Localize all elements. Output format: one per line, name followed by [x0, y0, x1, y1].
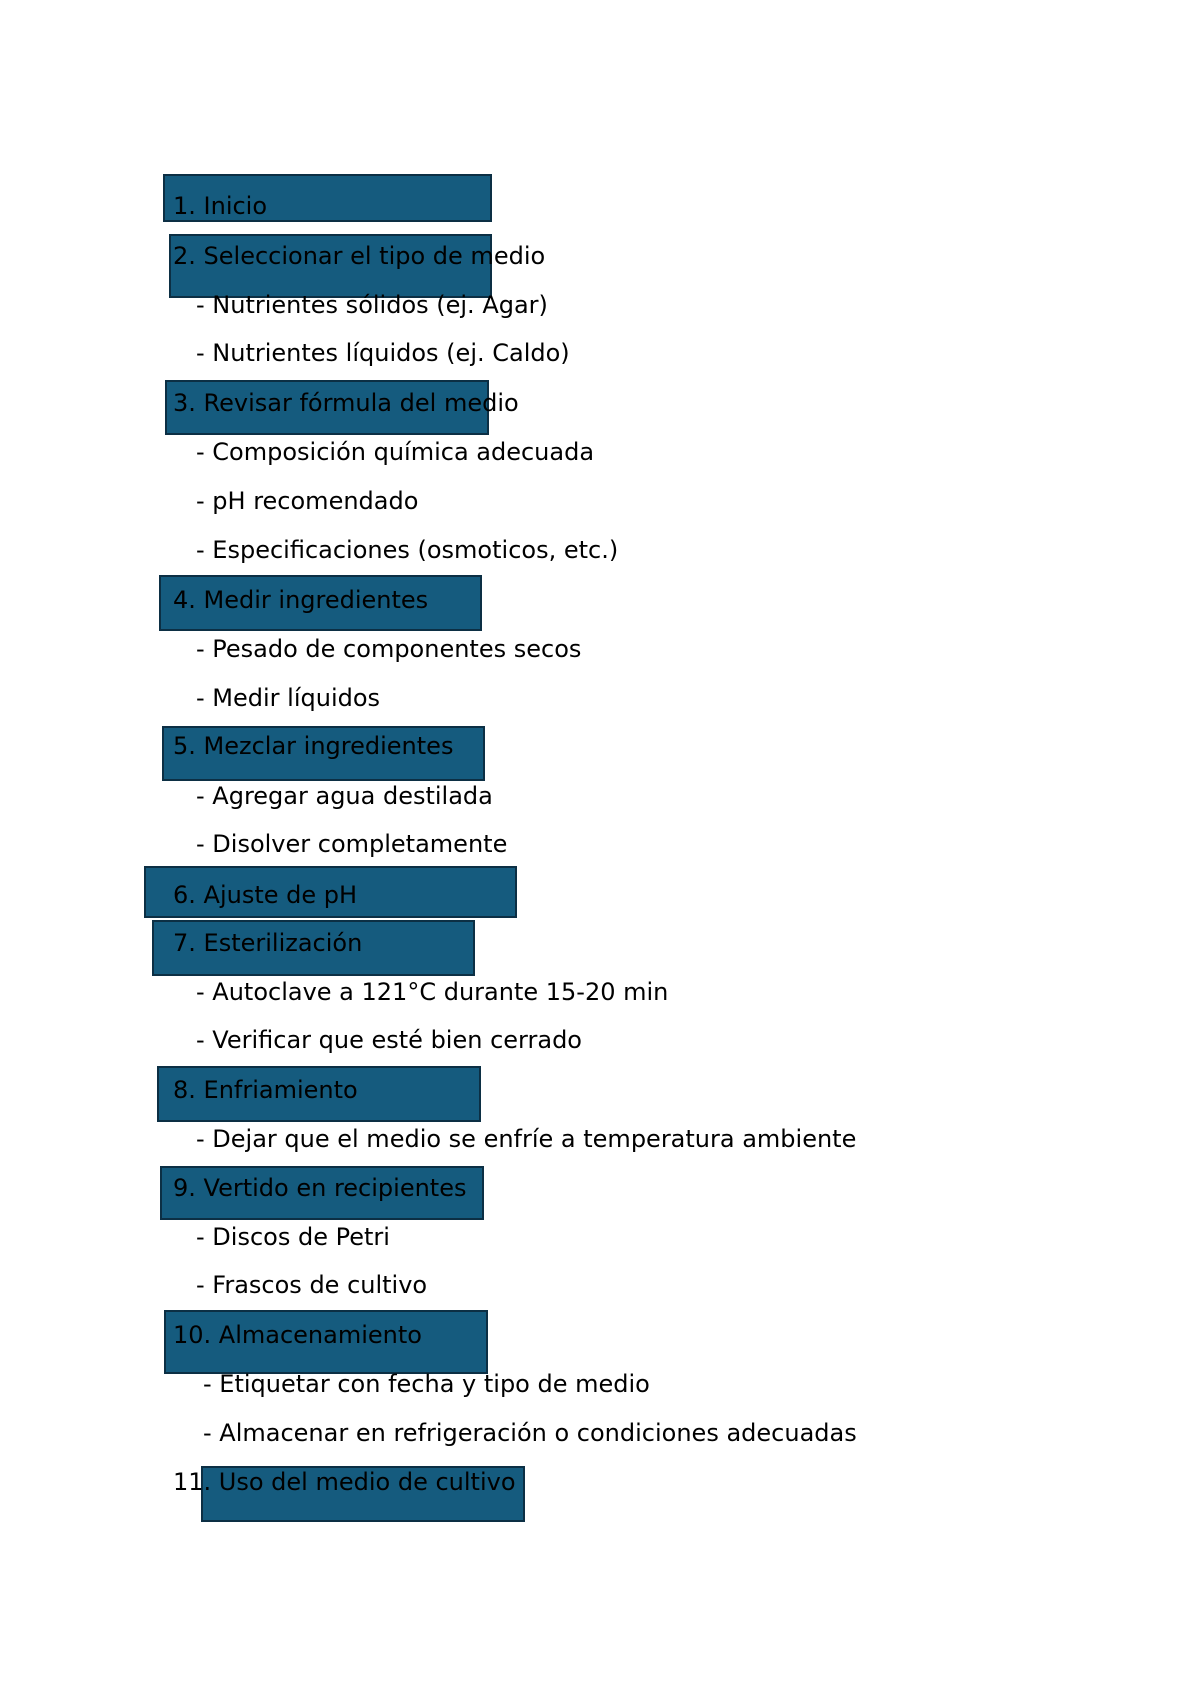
step-7-title: 7. Esterilización — [173, 929, 363, 957]
step-4-item-1: - Pesado de componentes secos — [196, 635, 582, 663]
step-4-item-2: - Medir líquidos — [196, 684, 381, 712]
step-2-item-1: - Nutrientes sólidos (ej. Agar) — [196, 291, 548, 319]
step-11-title: 11. Uso del medio de cultivo — [173, 1468, 516, 1496]
step-1-title: 1. Inicio — [173, 192, 268, 220]
step-5-item-2: - Disolver completamente — [196, 830, 508, 858]
step-7-item-1: - Autoclave a 121°C durante 15-20 min — [196, 978, 669, 1006]
step-9-item-1: - Discos de Petri — [196, 1223, 390, 1251]
step-6-title: 6. Ajuste de pH — [173, 881, 358, 909]
step-9-title: 9. Vertido en recipientes — [173, 1174, 467, 1202]
step-9-item-2: - Frascos de cultivo — [196, 1271, 428, 1299]
step-5-item-1: - Agregar agua destilada — [196, 782, 493, 810]
step-2-title: 2. Seleccionar el tipo de medio — [173, 242, 546, 270]
step-4-title: 4. Medir ingredientes — [173, 586, 429, 614]
step-8-title: 8. Enfriamiento — [173, 1076, 358, 1104]
step-3-item-3: - Especificaciones (osmoticos, etc.) — [196, 536, 619, 564]
step-2-item-2: - Nutrientes líquidos (ej. Caldo) — [196, 339, 570, 367]
step-10-item-1: - Etiquetar con fecha y tipo de medio — [203, 1370, 650, 1398]
step-3-item-2: - pH recomendado — [196, 487, 419, 515]
step-7-item-2: - Verificar que esté bien cerrado — [196, 1026, 582, 1054]
step-10-title: 10. Almacenamiento — [173, 1321, 422, 1349]
step-3-title: 3. Revisar fórmula del medio — [173, 389, 519, 417]
step-5-title: 5. Mezclar ingredientes — [173, 732, 454, 760]
step-8-item-1: - Dejar que el medio se enfríe a temperatura ambiente — [196, 1125, 857, 1153]
step-3-item-1: - Composición química adecuada — [196, 438, 595, 466]
step-10-item-2: - Almacenar en refrigeración o condiciones adecuadas — [203, 1419, 857, 1447]
